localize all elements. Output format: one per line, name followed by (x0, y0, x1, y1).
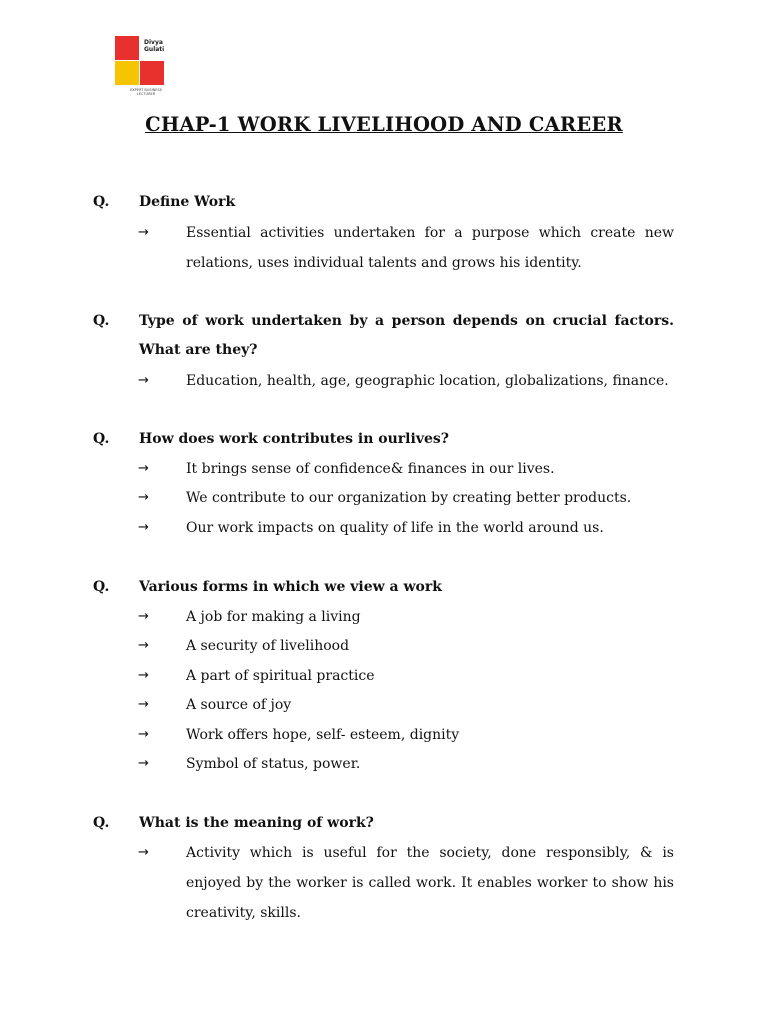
answer-4-2: A security of livelihood (186, 638, 350, 654)
answer-2-1: Education, health, age, geographic location, globalizations, finance. (186, 373, 669, 389)
arrow-icon: → (138, 609, 149, 624)
brand-logo (115, 36, 190, 96)
answer-4-6: Symbol of status, power. (186, 756, 361, 772)
arrow-icon: → (138, 845, 149, 860)
answer-4-4: A source of joy (186, 697, 292, 713)
answer-3-3: Our work impacts on quality of life in the world around us. (186, 520, 604, 536)
arrow-icon: → (138, 225, 149, 240)
logo-name: Divya Gulati (144, 39, 165, 53)
question-marker: Q. (93, 579, 110, 595)
arrow-icon: → (138, 461, 149, 476)
question-marker: Q. (93, 815, 110, 831)
logo-tagline: EXPERT BUSINESS LECTURER (130, 88, 162, 96)
logo-square-yellow (115, 61, 139, 85)
answer-3-1: It brings sense of confidence& finances in our lives. (186, 461, 555, 477)
question-marker: Q. (93, 194, 110, 210)
arrow-icon: → (138, 697, 149, 712)
question-1: Define Work (139, 194, 236, 210)
answer-5-1: Activity which is useful for the society, done responsibly, & is enjoyed by the worker is called work. It enables worker to show his creativity, skills. (186, 845, 674, 921)
answer-4-3: A part of spiritual practice (186, 668, 375, 684)
arrow-icon: → (138, 756, 149, 771)
arrow-icon: → (138, 373, 149, 388)
answer-3-2: We contribute to our organization by creating better products. (186, 490, 632, 506)
arrow-icon: → (138, 638, 149, 653)
question-4: Various forms in which we view a work (139, 579, 442, 595)
answer-4-1: A job for making a living (186, 609, 361, 625)
question-marker: Q. (93, 431, 110, 447)
arrow-icon: → (138, 520, 149, 535)
question-marker: Q. (93, 313, 110, 329)
question-2: Type of work undertaken by a person depends on crucial factors. What are they? (139, 313, 674, 358)
arrow-icon: → (138, 727, 149, 742)
question-3: How does work contributes in ourlives? (139, 431, 449, 447)
page-title: CHAP-1 WORK LIVELIHOOD AND CAREER (145, 113, 623, 136)
arrow-icon: → (138, 490, 149, 505)
logo-square-red-top (115, 36, 139, 60)
answer-4-5: Work offers hope, self- esteem, dignity (186, 727, 460, 743)
logo-square-red-bottom (140, 61, 164, 85)
question-5: What is the meaning of work? (139, 815, 374, 831)
answer-1-1: Essential activities undertaken for a purpose which create new relations, uses individual talents and grows his identity. (186, 225, 674, 271)
arrow-icon: → (138, 668, 149, 683)
